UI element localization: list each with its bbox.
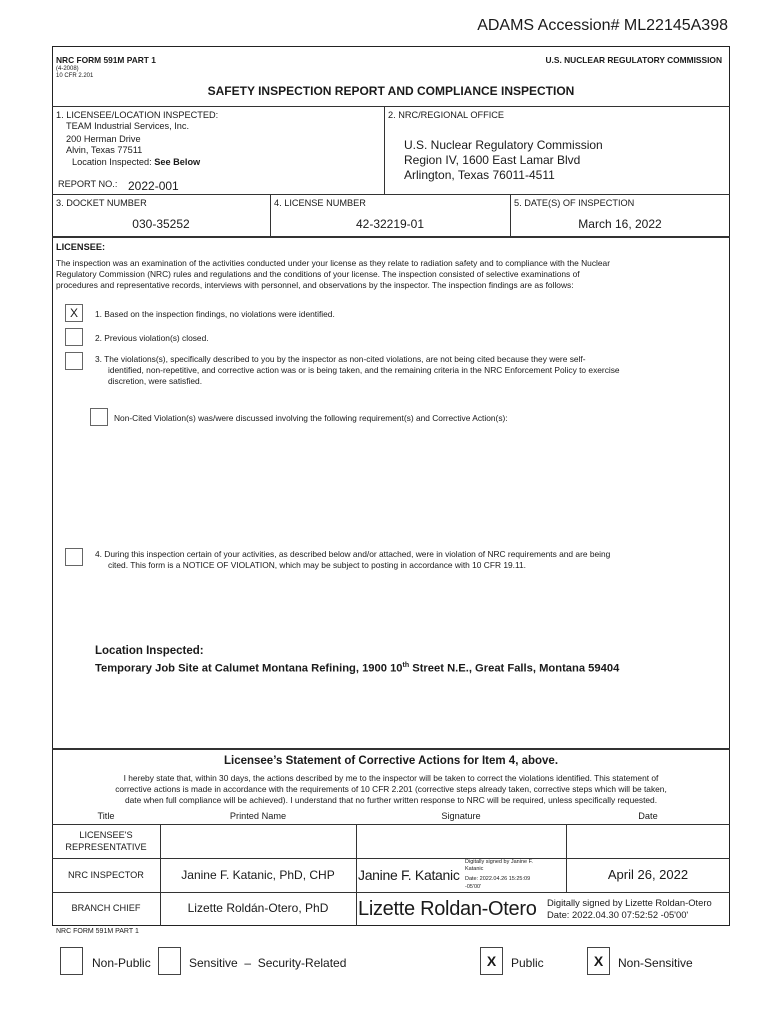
- intro-text-line2: Regulatory Commission (NRC) rules and regulations and the conditions of your license. The inspection consisted of selective examinations of: [56, 269, 580, 279]
- docket-number-value: 030-35252: [132, 217, 190, 231]
- divider: [384, 106, 385, 194]
- divider: [52, 824, 730, 825]
- location-text: [95, 659, 619, 676]
- item4-text-line2: cited. This form is a NOTICE OF VIOLATION, which may be subject to posting in accordance with 10 CFR 19.11.: [108, 560, 526, 570]
- inspector-digital-sig-line2: Katanic: [465, 866, 484, 872]
- regional-office-line1: U.S. Nuclear Regulatory Commission: [404, 138, 603, 152]
- item3-checkbox[interactable]: [65, 352, 83, 370]
- item3-text-line3: discretion, were satisfied.: [108, 376, 203, 386]
- inspector-digital-sig-line4: -05'00': [465, 884, 482, 890]
- location-sup: th: [402, 662, 410, 669]
- divider: [52, 194, 730, 195]
- item2-text: 2. Previous violation(s) closed.: [95, 333, 209, 343]
- inspector-digital-sig-line3: Date: 2022.04.26 15:25:09: [465, 876, 531, 882]
- location-inspected-label: Location Inspected:: [72, 157, 152, 167]
- inspector-printed-name: Janine F. Katanic, PhD, CHP: [181, 868, 335, 882]
- inspection-date-label: 5. DATE(S) OF INSPECTION: [514, 198, 635, 208]
- row-licensee-title-line2: REPRESENTATIVE: [65, 842, 147, 852]
- license-number-value: 42-32219-01: [355, 217, 425, 231]
- col-header-title: Title: [97, 811, 115, 821]
- divider: [52, 858, 730, 859]
- public-label: Public: [511, 956, 544, 970]
- location-inspected-value: See Below: [154, 157, 201, 167]
- regional-office-label: 2. NRC/REGIONAL OFFICE: [388, 110, 505, 120]
- form-date: (4-2008): [56, 66, 79, 72]
- non-public-checkbox[interactable]: [60, 947, 83, 975]
- licensee-address1: 200 Herman Drive: [66, 134, 141, 144]
- item2-checkbox[interactable]: [65, 328, 83, 346]
- col-header-signature: Signature: [441, 811, 481, 821]
- intro-text-line1: The inspection was an examination of the activities conducted under your license as they relate to radiation safety and to compliance with the Nuclear: [56, 258, 610, 268]
- form-cfr: 10 CFR 2.201: [56, 73, 94, 79]
- agency-name: U.S. NUCLEAR REGULATORY COMMISSION: [545, 55, 722, 65]
- intro-text-line3: procedures and representative records, interviews with personnel, and observations by the inspector. The inspection findings are as follows:: [56, 280, 574, 290]
- branch-chief-signature: Lizette Roldan-Otero: [358, 898, 537, 920]
- divider: [52, 892, 730, 893]
- report-no-label: REPORT NO.:: [58, 179, 118, 189]
- licensee-location-label: 1. LICENSEE/LOCATION INSPECTED:: [56, 110, 219, 120]
- row-licensee-title-line1: LICENSEE'S: [79, 830, 133, 840]
- non-public-label: Non-Public: [92, 956, 151, 970]
- licensee-name: TEAM Industrial Services, Inc.: [66, 121, 190, 131]
- item1-checkbox[interactable]: X: [65, 304, 83, 322]
- ncv-text: Non-Cited Violation(s) was/were discussed involving the following requirement(s) and Corrective Action(s):: [114, 413, 508, 423]
- ncv-checkbox[interactable]: [90, 408, 108, 426]
- statement-line3: date when full compliance will be achieved). I understand that no further written response to NRC will be required, unless specifically requested.: [124, 795, 658, 805]
- location-heading: Location Inspected:: [95, 645, 204, 657]
- statement-line2: corrective actions is made in accordance with the requirements of 10 CFR 2.201 (corrective steps already taken, corrective steps which will be taken,: [115, 784, 667, 794]
- item4-text-line1: 4. During this inspection certain of your activities, as described below and/or attached, were in violation of NRC requirements and are being: [95, 549, 611, 559]
- regional-office-line3: Arlington, Texas 76011-4511: [404, 168, 555, 182]
- inspector-date: April 26, 2022: [607, 867, 689, 882]
- divider: [52, 236, 730, 238]
- divider: [52, 106, 730, 107]
- licensee-address2: Alvin, Texas 77511: [66, 145, 143, 155]
- report-no-value: 2022-001: [128, 179, 179, 193]
- item4-checkbox[interactable]: [65, 548, 83, 566]
- branch-chief-digital-sig-line1: Digitally signed by Lizette Roldan-Otero: [547, 897, 712, 908]
- inspection-date-value: March 16, 2022: [578, 217, 662, 231]
- public-checkbox[interactable]: X: [480, 947, 503, 975]
- divider: [52, 748, 730, 750]
- non-sensitive-checkbox[interactable]: X: [587, 947, 610, 975]
- col-header-date: Date: [638, 811, 658, 821]
- divider: [356, 824, 357, 926]
- form-id: NRC FORM 591M PART 1: [56, 55, 156, 65]
- footer-form-id: NRC FORM 591M PART 1: [56, 928, 139, 935]
- location-inspected-line: [72, 157, 200, 168]
- location-text-a: Temporary Job Site at Calumet Montana Refining, 1900 10: [95, 662, 403, 675]
- sensitive-label: Sensitive – Security-Related: [189, 956, 347, 970]
- non-sensitive-label: Non-Sensitive: [618, 956, 693, 970]
- inspector-digital-sig-line1: Digitally signed by Janine F.: [465, 859, 533, 865]
- branch-chief-printed-name: Lizette Roldán-Otero, PhD: [187, 901, 329, 915]
- docket-number-label: 3. DOCKET NUMBER: [56, 198, 147, 208]
- col-header-printed-name: Printed Name: [229, 811, 287, 821]
- statement-heading: Licensee’s Statement of Corrective Actions for Item 4, above.: [223, 755, 559, 767]
- regional-office-line2: Region IV, 1600 East Lamar Blvd: [404, 153, 581, 167]
- item1-text: 1. Based on the inspection findings, no violations were identified.: [95, 309, 335, 319]
- row-branch-chief-title: BRANCH CHIEF: [71, 903, 141, 913]
- inspector-signature: Janine F. Katanic: [358, 867, 460, 883]
- sensitive-checkbox[interactable]: [158, 947, 181, 975]
- license-number-label: 4. LICENSE NUMBER: [274, 198, 366, 208]
- licensee-heading: LICENSEE:: [56, 242, 106, 252]
- item3-text-line1: 3. The violations(s), specifically described to you by the inspector as non-cited violations, are not being cited because they were self-: [95, 354, 586, 364]
- form-title: SAFETY INSPECTION REPORT AND COMPLIANCE INSPECTION: [207, 84, 575, 98]
- statement-line1: I hereby state that, within 30 days, the actions described by me to the inspector will be taken to correct the violations identified. This statement of: [123, 773, 659, 783]
- branch-chief-digital-sig-line2: Date: 2022.04.30 07:52:52 -05'00': [547, 909, 689, 920]
- item3-text-line2: identified, non-repetitive, and corrective action was or is being taken, and the remaining criteria in the NRC Enforcement Policy to exercise: [108, 365, 620, 375]
- location-text-b: Street N.E., Great Falls, Montana 59404: [409, 662, 620, 675]
- adams-accession: ADAMS Accession# ML22145A398: [477, 17, 728, 34]
- row-inspector-title: NRC INSPECTOR: [68, 870, 144, 880]
- form-frame: [52, 46, 730, 926]
